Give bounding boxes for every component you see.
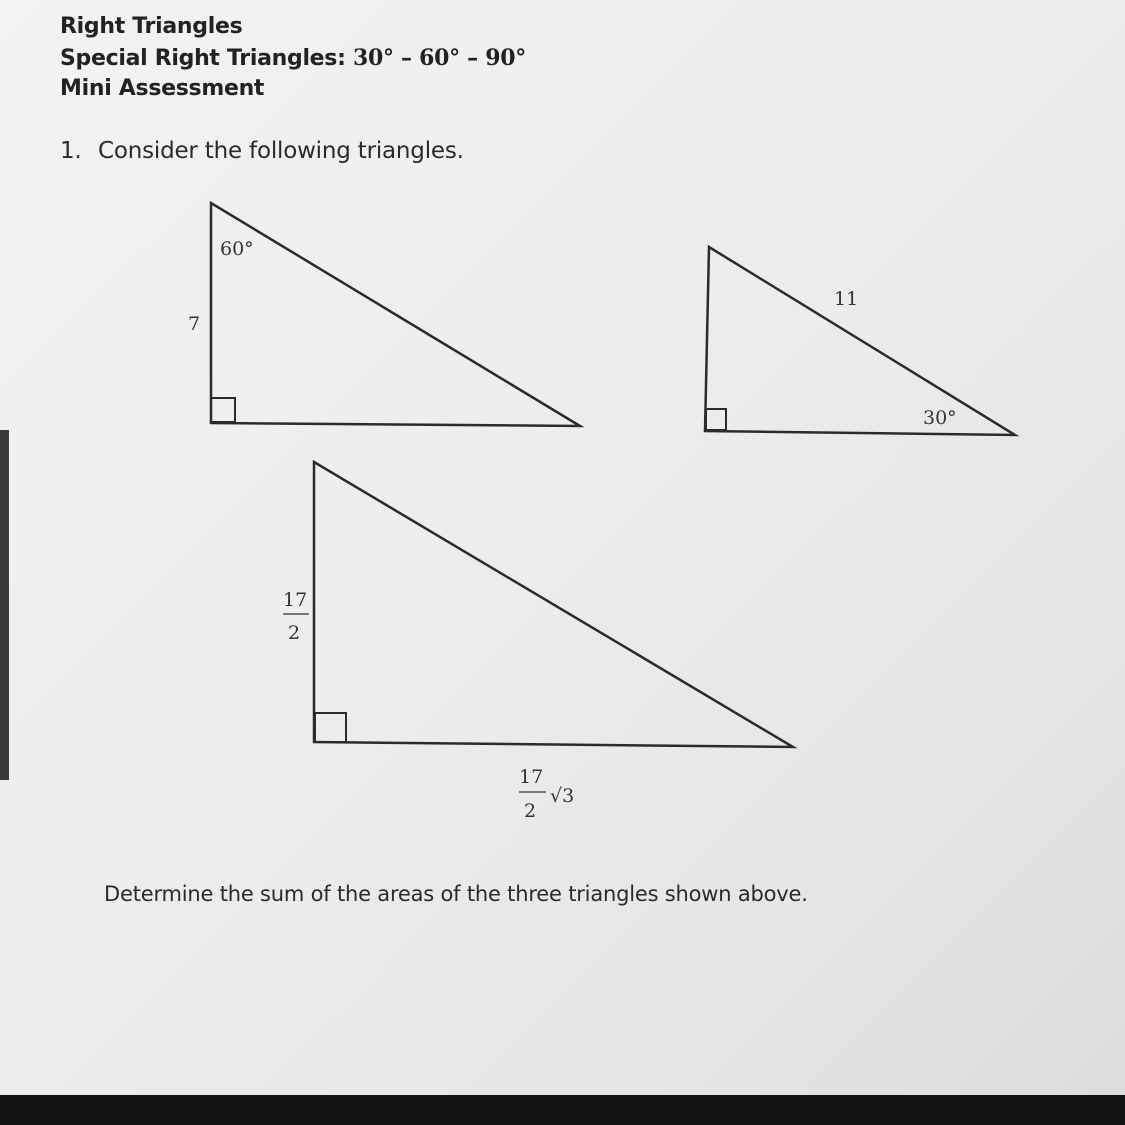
question-text: Consider the following triangles. (98, 138, 464, 164)
question-prompt: Determine the sum of the areas of the three triangles shown above. (104, 882, 808, 906)
triangle-2 (705, 247, 1015, 435)
subtitle-angles: 30° – 60° – 90° (352, 45, 526, 71)
section-title: Mini Assessment (60, 76, 265, 101)
triangle-2-shape (705, 247, 1015, 435)
triangle-3-height-denominator: 2 (288, 622, 301, 644)
right-angle-marker-3 (315, 713, 346, 742)
triangle-3-base-radical: √3 (550, 785, 575, 807)
right-angle-marker-1 (211, 398, 235, 422)
triangle-1-shape (211, 203, 580, 426)
triangle-3-base-numerator: 17 (519, 766, 544, 788)
triangle-3 (283, 462, 793, 822)
triangle-1-side-label: 7 (188, 313, 201, 335)
question-number: 1. (60, 138, 82, 164)
triangle-3-base-denominator: 2 (524, 800, 537, 822)
right-angle-marker-2 (706, 409, 726, 430)
subtitle-prefix: Special Right Triangles: (60, 46, 353, 71)
triangle-3-shape (314, 462, 793, 747)
page-title: Right Triangles (60, 14, 243, 39)
triangle-1-angle-label: 60° (220, 238, 254, 260)
triangle-2-angle-label: 30° (923, 407, 957, 429)
triangle-1 (188, 203, 580, 426)
triangle-2-side-label: 11 (834, 288, 859, 310)
triangle-3-height-numerator: 17 (283, 589, 308, 611)
